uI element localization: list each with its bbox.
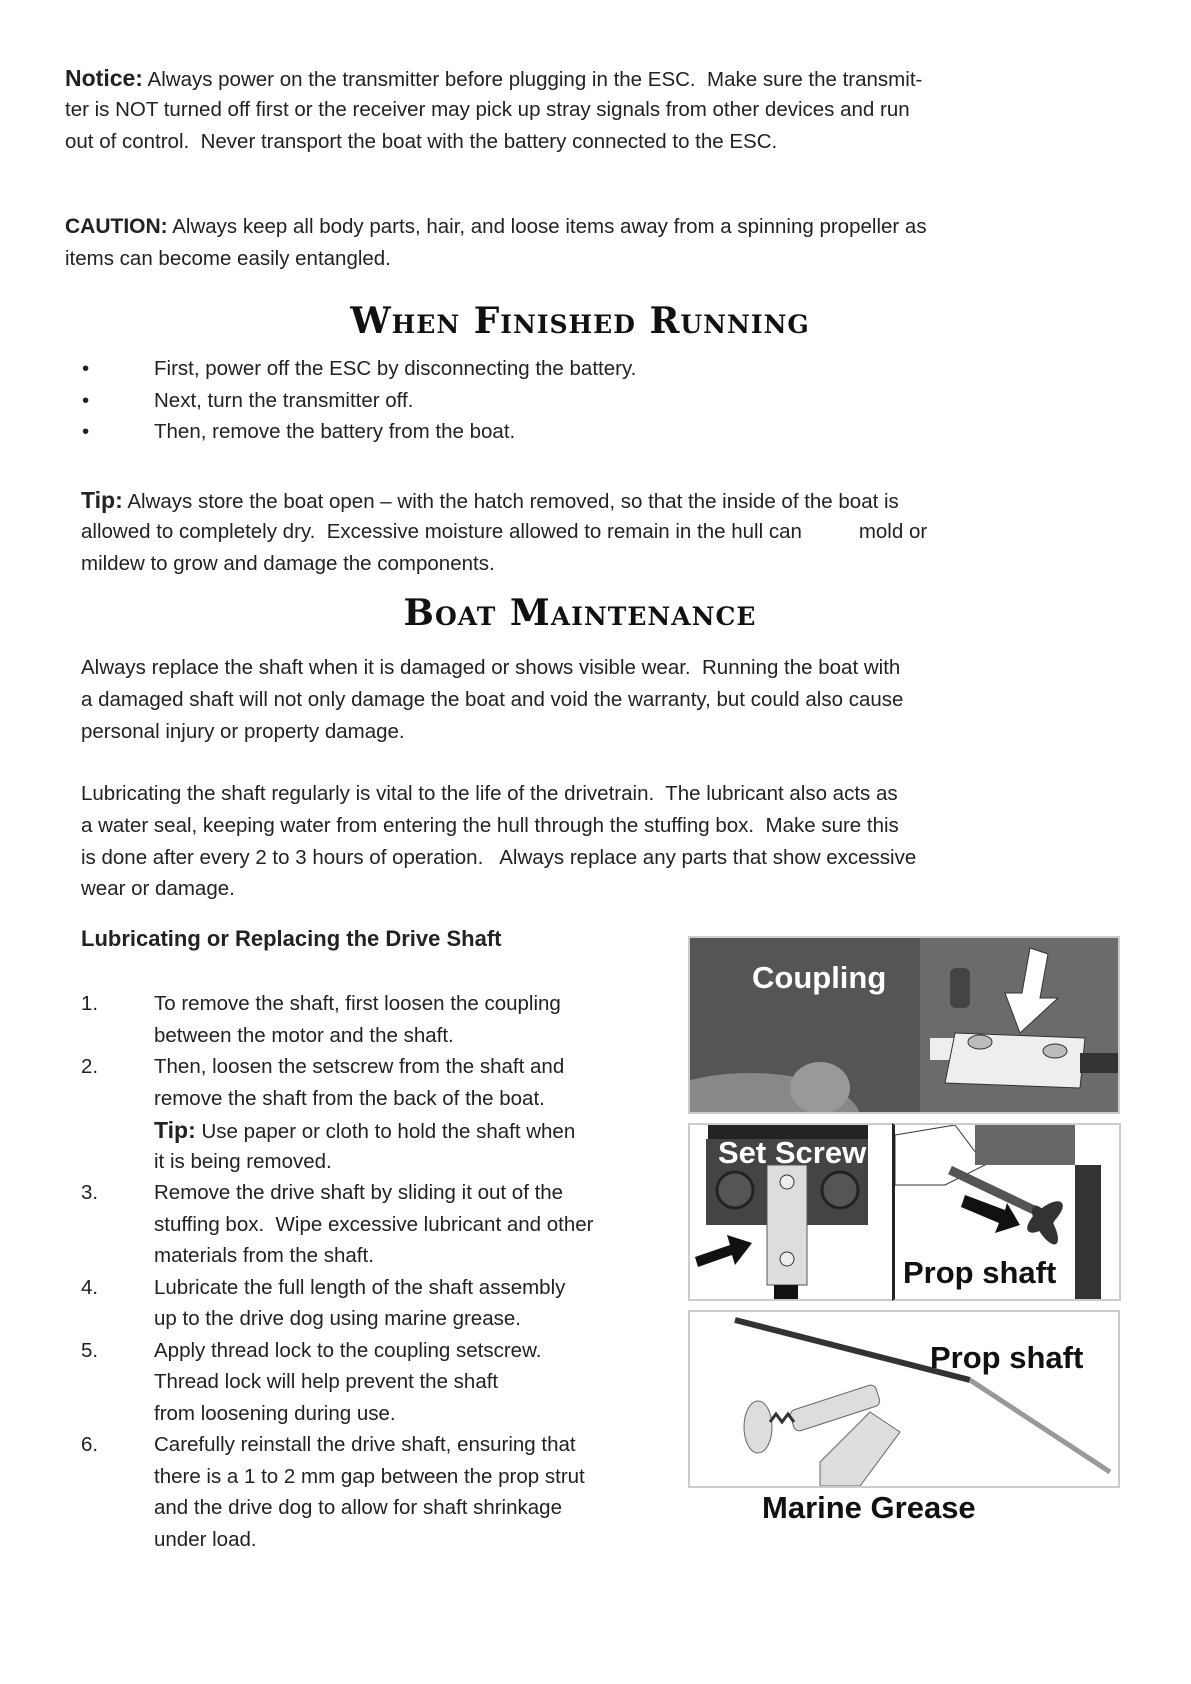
bullet: • [82,357,90,380]
coupling-label: Coupling [752,960,887,995]
text: Use paper or cloth to hold the shaft when [201,1120,576,1143]
step-number: 6. [81,1433,99,1456]
bullet: • [82,389,90,412]
tip-label: Tip: [154,1117,196,1143]
step-number: 2. [81,1055,99,1078]
step-text: Remove the drive shaft by sliding it out of the [154,1181,564,1204]
set-screw-label: Set Screw [718,1135,867,1170]
paragraph-line: is done after every 2 to 3 hours of operation. Always replace any parts that show excessive [81,846,917,869]
step-text: Then, loosen the setscrew from the shaft and [154,1055,565,1078]
step-text: materials from the shaft. [154,1244,374,1267]
notice-label: Notice: [65,65,143,91]
prop-shaft-figure [892,1123,1121,1301]
caution-label: CAUTION: [65,215,168,238]
paragraph-line: personal injury or property damage. [81,720,405,743]
step-text: Apply thread lock to the coupling setscrew. [154,1338,542,1362]
step-text: under load. [154,1527,257,1551]
step-tip: it is being removed. [154,1149,332,1173]
notice-line: out of control. Never transport the boat with the battery connected to the ESC. [65,130,778,153]
step-text: remove the shaft from the back of the boat. [154,1086,545,1110]
grease-illustration [690,1312,1118,1486]
bullet-item: Next, turn the transmitter off. [154,389,414,412]
heading-boat-maintenance: Boat Maintenance [403,592,757,634]
subheading-drive-shaft: Lubricating or Replacing the Drive Shaft [81,926,502,951]
step-number: 4. [81,1275,99,1299]
bullet-item: Then, remove the battery from the boat. [154,420,516,443]
text: Always keep all body parts, hair, and loose items away from a spinning propeller as [172,215,927,238]
notice-line: ter is NOT turned off first or the receiver may pick up stray signals from other devices and run [65,98,910,121]
step-text: from loosening during use. [154,1401,396,1425]
paragraph-line: Lubricating the shaft regularly is vital to the life of the drivetrain. The lubricant also acts as [81,782,898,805]
paragraph-line: wear or damage. [81,877,235,900]
caution-line [65,211,927,243]
bullet-item: First, power off the ESC by disconnecting the battery. [154,357,637,380]
set-screw-figure [688,1123,894,1301]
prop-shaft-label: Prop shaft [903,1255,1057,1290]
marine-grease-figure [688,1310,1120,1488]
step-text: up to the drive dog using marine grease. [154,1307,521,1330]
paragraph-line: a damaged shaft will not only damage the boat and void the warranty, but could also cause [81,688,904,711]
heading-when-finished: When Finished Running [350,300,810,342]
prop-shaft-label-2: Prop shaft [930,1340,1084,1375]
text: Always power on the transmitter before plugging in the ESC. Make sure the transmit- [147,68,923,91]
tip-line: allowed to completely dry. Excessive moisture allowed to remain in the hull can mold or [81,520,928,543]
coupling-figure [688,936,1120,1114]
tip-label: Tip: [81,487,123,513]
marine-grease-label: Marine Grease [762,1490,976,1525]
text: Always store the boat open – with the hatch removed, so that the inside of the boat is [127,490,899,513]
paragraph-line: Always replace the shaft when it is damaged or shows visible wear. Running the boat with [81,656,901,679]
step-number: 1. [81,992,99,1015]
step-text: there is a 1 to 2 mm gap between the prop strut [154,1464,585,1488]
tip-line [81,484,899,518]
step-text: To remove the shaft, first loosen the coupling [154,992,561,1015]
step-number: 5. [81,1338,99,1362]
step-text: Carefully reinstall the drive shaft, ensuring that [154,1433,576,1456]
notice-line [65,62,922,96]
tip-line: mildew to grow and damage the components. [81,552,495,575]
step-tip [154,1114,575,1148]
step-text: Lubricate the full length of the shaft assembly [154,1275,566,1299]
step-text: between the motor and the shaft. [154,1023,454,1047]
step-text: and the drive dog to allow for shaft shrinkage [154,1496,562,1519]
paragraph-line: a water seal, keeping water from entering the hull through the stuffing box. Make sure this [81,814,899,837]
step-text: stuffing box. Wipe excessive lubricant and other [154,1212,594,1236]
bullet: • [82,420,90,443]
step-number: 3. [81,1181,99,1204]
caution-line: items can become easily entangled. [65,247,391,270]
step-text: Thread lock will help prevent the shaft [154,1370,499,1393]
